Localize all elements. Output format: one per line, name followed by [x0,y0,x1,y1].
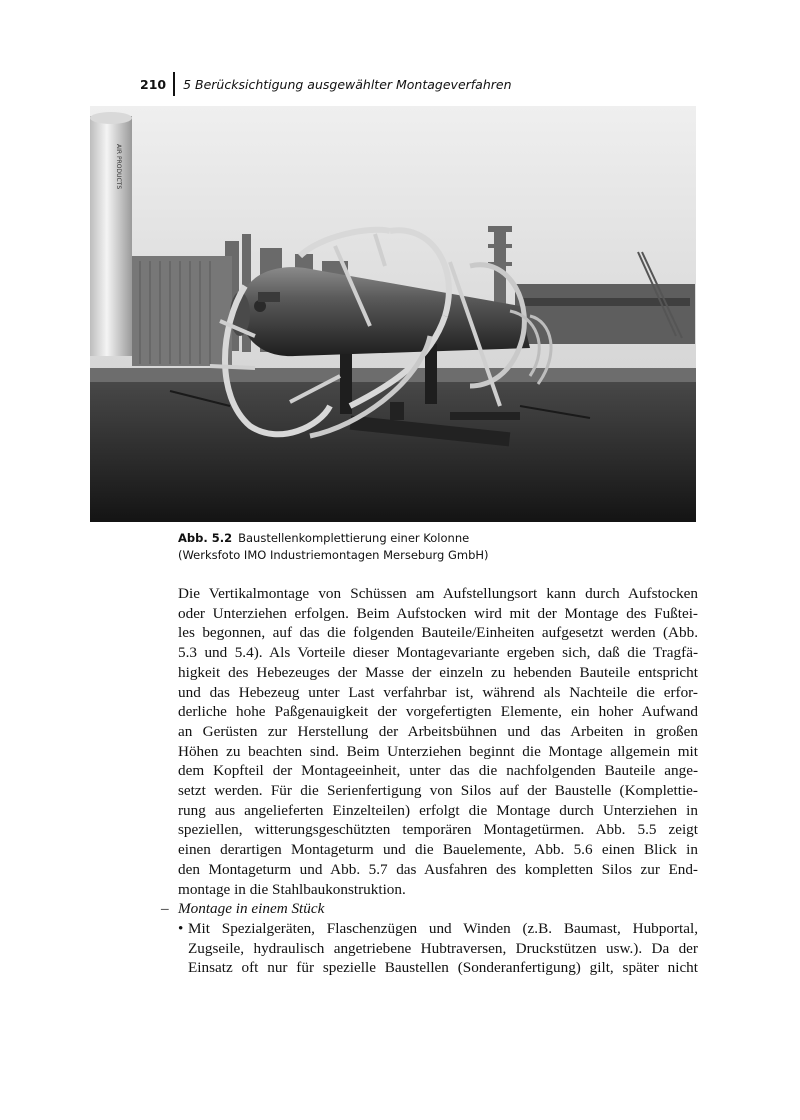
paragraph-line: Die Vertikalmontage von Schüssen am Aufstellungsort kann durch Aufstocken [178,585,698,602]
caption-line-1 [178,530,698,547]
paragraph-line: montage in die Stahlbaukonstruktion. [178,880,406,898]
page-header [140,72,512,96]
bullet-list-item [178,919,698,978]
dash-list-item [161,899,698,919]
running-title: 5 Berücksichtigung ausgewählter Montageverfahren [183,76,512,92]
dash-marker: – [161,900,169,918]
tank-label: AIR PRODUCTS [115,144,122,190]
paragraph-line: setzt werden. Für die Serienfertigung von Silos auf der Baustelle (Komplettie- [178,782,698,800]
caption-credit: (Werksfoto IMO Industriemontagen Merseburg GmbH) [178,548,489,562]
body-paragraph [178,584,698,899]
paragraph-line: oder Unterziehen erfolgen. Beim Aufstocken wird mit der Montage des Fußtei- [178,604,698,622]
header-divider [173,72,175,96]
figure-caption [178,530,698,564]
paragraph-line: dem Kopfteil der Montageeinheit, unter das die nachfolgenden Bauteile ange- [178,762,698,780]
paragraph-line: higkeit des Hebezeuges der Masse der einzeln zu hebenden Bauteile entspricht [178,663,698,681]
paragraph-line: derliche hohe Paßgenauigkeit der vorgefertigten Elemente, ein hoher Aufwand [178,703,698,721]
caption-label: Abb. 5.2 [178,531,233,545]
caption-text: Baustellenkomplettierung einer Kolonne [238,531,470,545]
paragraph-line: einen derartigen Montageturm und die Bauelemente, Abb. 5.6 einen Blick in [178,841,698,859]
body-text [161,584,698,978]
page-number: 210 [140,76,167,92]
paragraph-line: Höhen zu beachten sind. Beim Unterziehen beginnt die Montage allgemein mit [178,742,698,760]
dash-item-text: Montage in einem Stück [178,900,325,918]
paragraph-line: an Gerüsten zur Herstellung der Arbeitsbühnen und das Arbeiten in großen [178,722,698,740]
paragraph-line: rung aus angelieferten Einzelteilen) erfolgt die Montage durch Unterziehen in [178,801,698,819]
paragraph-line: und das Hebezeug unter Last verfahrbar ist, während als Nachteile die erfor- [178,683,698,701]
paragraph-line: speziellen, witterungsgeschützten temporären Montagetürmen. Abb. 5.5 zeigt [178,821,698,839]
bullet-line: Mit Spezialgeräten, Flaschenzügen und Winden (z.B. Baumast, Hubportal, [188,919,698,937]
paragraph-line: les begonnen, auf das die folgenden Bauteile/Einheiten aufgesetzt werden (Abb. [178,624,698,642]
bullet-line: Zugseile, hydraulisch angetriebene Hubtraversen, Druckstützen usw.). Da der [188,939,698,957]
paragraph-line: 5.3 und 5.4). Als Vorteile dieser Montagevariante ergeben sich, daß die Tragfä- [178,644,698,662]
paragraph-line: den Montageturm und Abb. 5.7 das Ausfahren des kompletten Silos zur End- [178,860,698,878]
bullet-marker: • [178,919,184,937]
figure-photo [90,106,696,522]
bullet-line: Einsatz oft nur für spezielle Baustellen (Sonderanfertigung) gilt, später nicht [188,959,698,977]
